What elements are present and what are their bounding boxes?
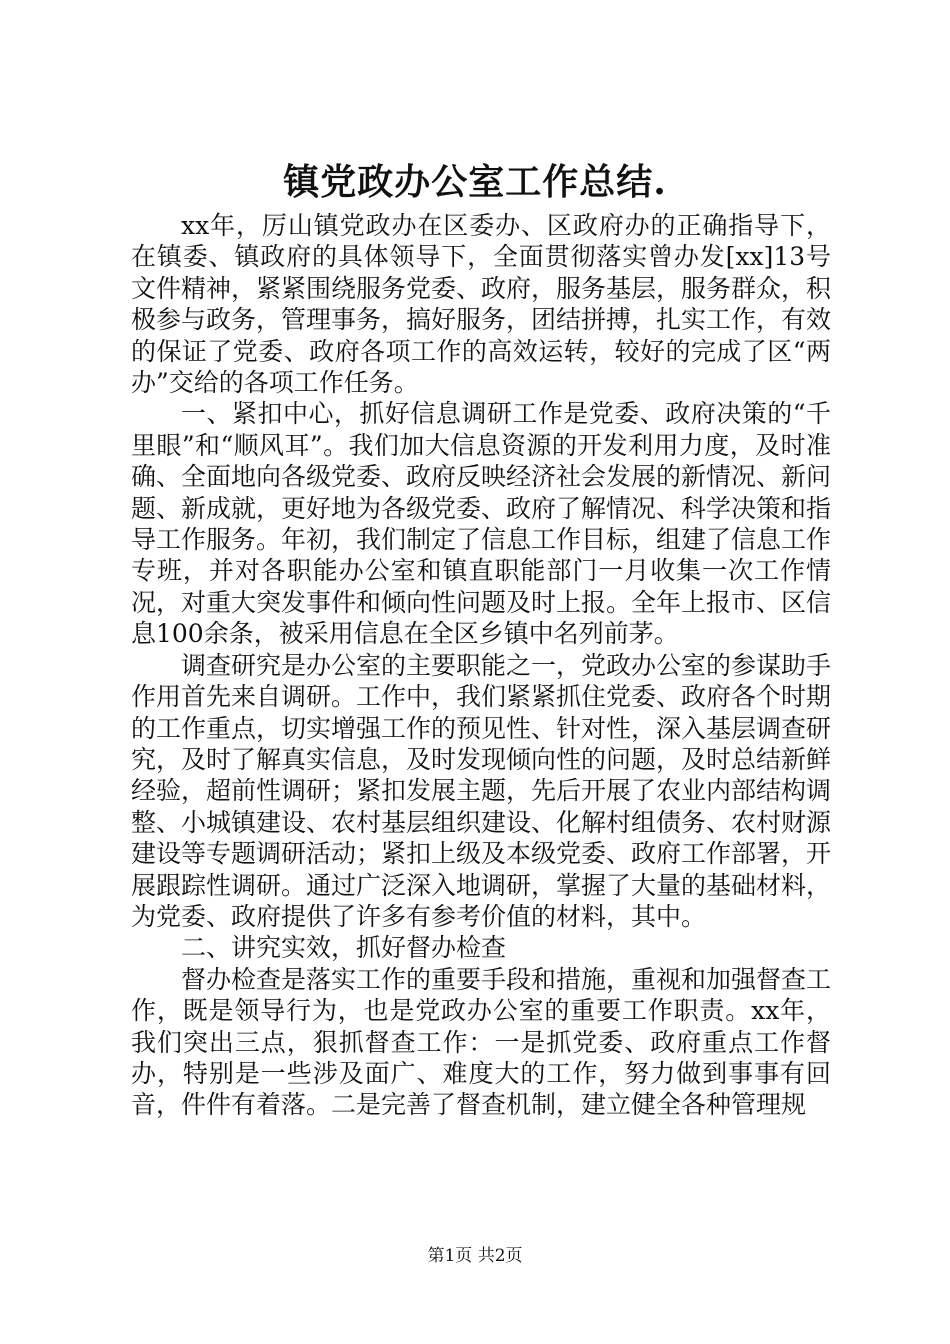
page-number-footer: 第1页 共2页 (427, 1246, 523, 1266)
document-title: 镇党政办公室工作总结. (283, 161, 667, 203)
document-body (131, 210, 831, 1121)
section-heading-two: 二、讲究实效，抓好督办检查 (181, 933, 507, 963)
paragraph-supervision: 督办检查是落实工作的重要手段和措施，重视和加强督查工作，既是领导行为，也是党政办公室的重要工作职责。xx年，我们突出三点，狠抓督查工作：一是抓党委、政府重点工作督办，特别是一些涉及面广、难度大的工作，努力做到事事有回音，件件有着落。二是完善了督查机制，建立健全各种管理规 (131, 964, 832, 1120)
paragraph-section-one: 一、紧扣中心，抓好信息调研工作是党委、政府决策的“千里眼”和“顺风耳”。我们加大信息资源的开发利用力度，及时准确、全面地向各级党委、政府反映经济社会发展的新情况、新问题、新成就，更好地为各级党委、政府了解情况、科学决策和指导工作服务。年初，我们制定了信息工作目标，组建了信息工作专班，并对各职能办公室和镇直职能部门一月收集一次工作情况，对重大突发事件和倾向性问题及时上报。全年上报市、区信息100余条，被采用信息在全区乡镇中名列前茅。 (131, 399, 832, 649)
paragraph-research: 调查研究是办公室的主要职能之一，党政办公室的参谋助手作用首先来自调研。工作中，我们紧紧抓住党委、政府各个时期的工作重点，切实增强工作的预见性、针对性，深入基层调查研究，及时了解真实信息，及时发现倾向性的问题，及时总结新鲜经验，超前性调研；紧扣发展主题，先后开展了农业内部结构调整、小城镇建设、农村基层组织建设、化解村组债务、农村财源建设等专题调研活动；紧扣上级及本级党委、政府工作部署，开展跟踪性调研。通过广泛深入地调研，掌握了大量的基础材料，为党委、政府提供了许多有参考价值的材料，其中。 (131, 650, 832, 931)
paragraph-intro: xx年，厉山镇党政办在区委办、区政府办的正确指导下，在镇委、镇政府的具体领导下，全面贯彻落实曾办发[xx]13号文件精神，紧紧围绕服务党委、政府，服务基层，服务群众，积极参与政务，管理事务，搞好服务，团结拼搏，扎实工作，有效的保证了党委、政府各项工作的高效运转，较好的完成了区“两办”交给的各项工作任务。 (131, 211, 832, 398)
